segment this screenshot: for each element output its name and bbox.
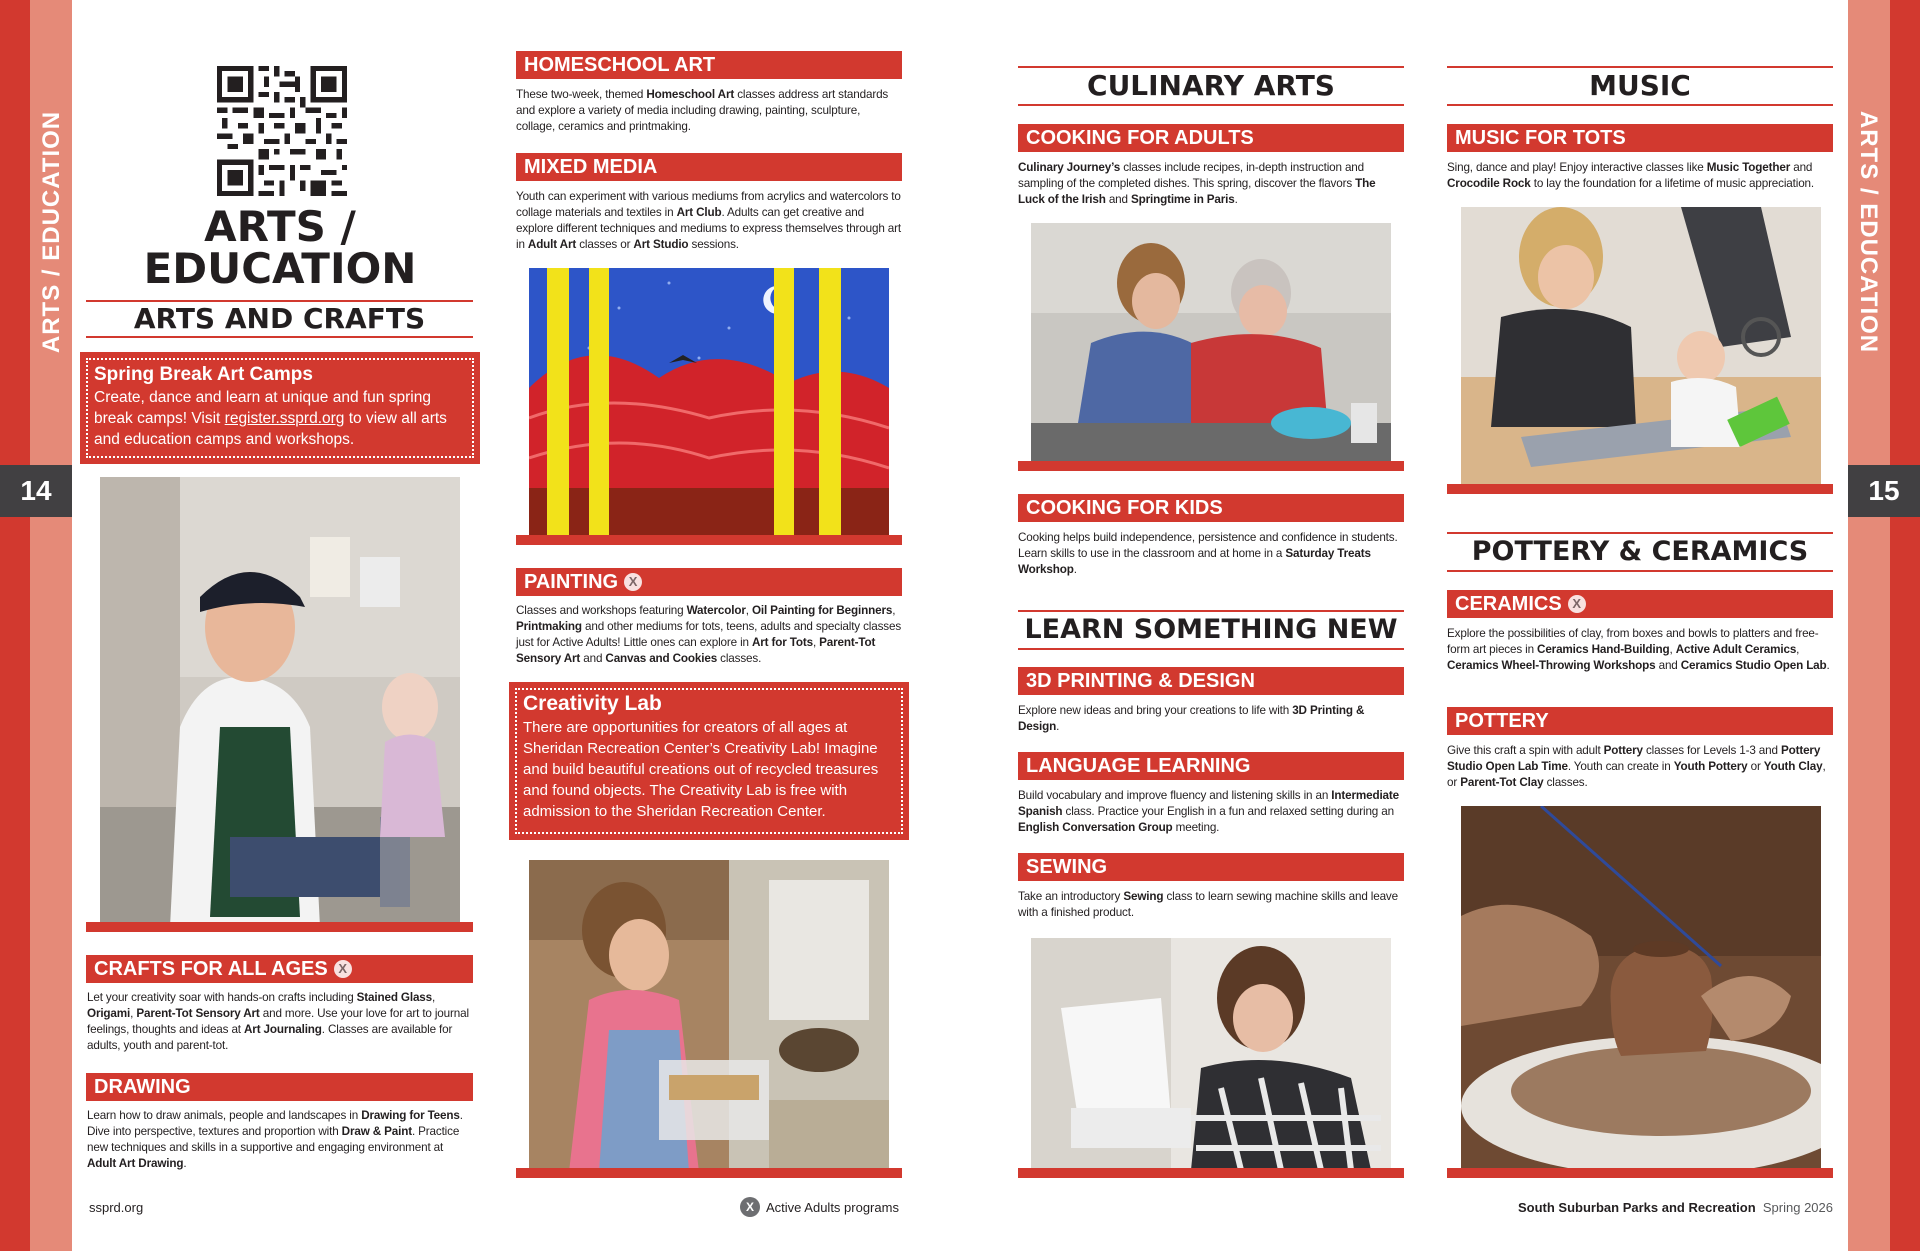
- text: . Practice new techniques and skills in a supportive and engaging environment at: [87, 1125, 460, 1154]
- ceramics-description: [1447, 626, 1833, 674]
- learn-something-new-heading: LEARN SOMETHING NEW: [1018, 610, 1404, 650]
- keyword: Sewing: [1123, 890, 1164, 903]
- keyword: Youth Pottery: [1673, 760, 1748, 773]
- text: These two-week, themed: [516, 88, 647, 101]
- keyword: The Luck of the Irish: [1018, 177, 1376, 206]
- keyword: Printmaking: [516, 620, 582, 633]
- keyword: Springtime in Paris: [1130, 193, 1235, 206]
- text: Give this craft a spin with adult: [1447, 744, 1604, 757]
- keyword: Music Together: [1706, 161, 1791, 174]
- ceramics-bar: [1447, 590, 1833, 618]
- page-number-left: 14: [0, 465, 72, 517]
- music-tots-label: MUSIC FOR TOTS: [1455, 127, 1626, 149]
- text: classes for Levels 1-3 and: [1642, 744, 1781, 757]
- photo-underline: [1018, 461, 1404, 471]
- 3d-printing-label: 3D PRINTING & DESIGN: [1026, 670, 1255, 692]
- sewing-label: SEWING: [1026, 856, 1108, 878]
- qr-code[interactable]: [217, 66, 347, 196]
- keyword: Oil Painting for Beginners: [751, 604, 893, 617]
- text: . Youth can create in: [1567, 760, 1674, 773]
- text: , or: [1447, 760, 1826, 789]
- text: classes.: [717, 652, 762, 665]
- photo-cooking-adults: [1031, 223, 1391, 466]
- text: .: [1234, 193, 1238, 206]
- keyword: Homeschool Art: [646, 88, 735, 101]
- text: class. Practice your English in a fun and relaxed setting during an: [1062, 805, 1394, 818]
- pottery-description: [1447, 743, 1833, 791]
- keyword: Art Studio: [633, 238, 689, 251]
- keyword: Art for Tots: [751, 636, 813, 649]
- cooking-kids-description: [1018, 530, 1404, 578]
- text: and more. Use your love for art to journal feelings, thoughts and ideas at: [87, 1007, 469, 1036]
- text: Classes and workshops featuring: [516, 604, 687, 617]
- page-title-line1: ARTS /: [204, 202, 356, 251]
- text: classes or: [576, 238, 634, 251]
- text: Take an introductory: [1018, 890, 1124, 903]
- text: .: [183, 1157, 187, 1170]
- footer-legend: [740, 1197, 899, 1217]
- photo-music-tots: [1461, 207, 1821, 485]
- creativity-lab-title: Creativity Lab: [523, 692, 662, 715]
- text: and: [1655, 659, 1681, 672]
- cooking-for-kids-bar: [1018, 494, 1404, 522]
- footer-website[interactable]: ssprd.org: [89, 1200, 144, 1215]
- text: . Dive into perspective, textures and proportion with: [87, 1109, 463, 1138]
- crafts-description: [87, 990, 472, 1054]
- keyword: Active Adult Ceramics: [1675, 643, 1797, 656]
- photo-underline: [516, 1168, 902, 1178]
- keyword: Stained Glass: [356, 991, 432, 1004]
- keyword: Crocodile Rock: [1447, 177, 1531, 190]
- photo-underline: [1447, 484, 1833, 494]
- cooking-kids-label: COOKING FOR KIDS: [1026, 497, 1223, 519]
- text: Explore the possibilities of clay, from boxes and bowls to platters and free-form art pieces in: [1447, 627, 1819, 656]
- keyword: Ceramics Hand-Building: [1537, 643, 1670, 656]
- photo-underline: [1447, 1168, 1833, 1178]
- text: . Classes are available for adults, youth and parent-tot.: [87, 1023, 453, 1052]
- page-title-line2: EDUCATION: [143, 244, 417, 293]
- text: Let your creativity soar with hands-on crafts including: [87, 991, 357, 1004]
- text: classes.: [1543, 776, 1588, 789]
- language-description: [1018, 788, 1404, 836]
- footer-season: Spring 2026: [1762, 1200, 1834, 1215]
- text: classes address art standards and explore a variety of media including drawing, painting, sculpture, collage, ceramics and printmaking.: [516, 88, 889, 133]
- text: to lay the foundation for a lifetime of music appreciation.: [1530, 177, 1814, 190]
- mixed-media-bar: [516, 153, 902, 181]
- text: Build vocabulary and improve fluency and listening skills in an: [1018, 789, 1332, 802]
- keyword: 3D Printing & Design: [1018, 704, 1365, 733]
- music-tots-description: [1447, 160, 1833, 192]
- keyword: Art Journaling: [244, 1023, 322, 1036]
- active-adults-icon: X: [624, 573, 642, 591]
- photo-underline: [1018, 1168, 1404, 1178]
- text: ,: [892, 604, 896, 617]
- text: Youth can experiment with various mediums from acrylics and watercolors to collage materials and textiles in: [516, 190, 901, 219]
- left-side-label: ARTS / EDUCATION: [38, 110, 65, 354]
- photo-underline: [86, 922, 473, 932]
- footer-legend-text: Active Adults programs: [766, 1199, 899, 1215]
- keyword: Art Club: [676, 206, 722, 219]
- text: class to learn sewing machine skills and leave with a finished product.: [1018, 890, 1398, 919]
- ceramics-label: CERAMICS: [1455, 593, 1562, 615]
- promo-text: [94, 387, 466, 450]
- text: ,: [1669, 643, 1676, 656]
- photo-pottery-wheel: [1461, 806, 1821, 1170]
- keyword: Intermediate Spanish: [1018, 789, 1399, 818]
- text: .: [1056, 720, 1060, 733]
- keyword: Adult Art: [527, 238, 577, 251]
- music-for-tots-bar: [1447, 124, 1833, 152]
- text: and: [580, 652, 606, 665]
- keyword: Pottery: [1603, 744, 1643, 757]
- keyword: Parent-Tot Clay: [1460, 776, 1544, 789]
- drawing-bar: [86, 1073, 473, 1101]
- active-adults-icon: X: [334, 960, 352, 978]
- drawing-description: [87, 1108, 472, 1172]
- painting-description: [516, 603, 902, 667]
- promo-text-part: Create, dance and learn at unique and fun spring break camps! Visit: [94, 389, 431, 427]
- keyword: Adult Art Drawing: [87, 1157, 184, 1170]
- text: ,: [745, 604, 752, 617]
- text: .: [1073, 563, 1077, 576]
- painting-bar: [516, 568, 902, 596]
- keyword: Draw & Paint: [341, 1125, 412, 1138]
- text: classes include recipes, in-depth instruction and sampling of the completed dishes. This spring, discover the flavors: [1018, 161, 1365, 190]
- photo-underline: [516, 535, 902, 545]
- keyword: Youth Clay: [1763, 760, 1823, 773]
- creativity-lab-text: There are opportunities for creators of all ages at Sheridan Recreation Center’s Creativity Lab! Imagine and build beautiful creations out of recycled treasures and found objects. The Creativity Lab is free with admission to the Sheridan Recreation Center.: [523, 719, 879, 820]
- cooking-adults-description: [1018, 160, 1404, 208]
- text: or: [1747, 760, 1764, 773]
- text: sessions.: [688, 238, 739, 251]
- register-link[interactable]: register.ssprd.org: [224, 410, 345, 427]
- music-heading: MUSIC: [1447, 66, 1833, 106]
- culinary-arts-heading: CULINARY ARTS: [1018, 66, 1404, 106]
- photo-boy-painting: [100, 477, 460, 927]
- text: Sing, dance and play! Enjoy interactive classes like: [1447, 161, 1707, 174]
- text: .: [1826, 659, 1830, 672]
- right-side-label: ARTS / EDUCATION: [1855, 110, 1882, 354]
- text: Cooking helps build independence, persistence and confidence in students. Learn skills to use in the classroom and at home in a: [1018, 531, 1398, 560]
- keyword: Drawing for Teens: [361, 1109, 460, 1122]
- painting-label: PAINTING: [524, 571, 619, 593]
- language-label: LANGUAGE LEARNING: [1026, 755, 1251, 777]
- keyword: Origami: [87, 1007, 131, 1020]
- keyword: Culinary Journey’s: [1018, 161, 1121, 174]
- pottery-bar: [1447, 707, 1833, 735]
- keyword: Ceramics Wheel-Throwing Workshops: [1447, 659, 1656, 672]
- active-adults-legend-icon: X: [740, 1197, 760, 1217]
- text: Learn how to draw animals, people and landscapes in: [87, 1109, 362, 1122]
- sewing-description: [1018, 889, 1404, 921]
- footer-publication: [1518, 1200, 1833, 1215]
- photo-girl-crafting: [529, 860, 889, 1172]
- creativity-lab-promo: [509, 682, 909, 840]
- footer-org: South Suburban Parks and Recreation: [1518, 1200, 1756, 1215]
- text: meeting.: [1172, 821, 1220, 834]
- keyword: Saturday Treats Workshop: [1018, 547, 1371, 576]
- language-learning-bar: [1018, 752, 1404, 780]
- crafts-for-all-ages-bar: [86, 955, 473, 983]
- 3d-printing-description: [1018, 703, 1404, 735]
- drawing-label: DRAWING: [94, 1076, 191, 1098]
- active-adults-icon: X: [1568, 595, 1586, 613]
- keyword: Ceramics Studio Open Lab: [1680, 659, 1827, 672]
- text: and: [1790, 161, 1813, 174]
- page-title: [88, 202, 472, 293]
- text: ,: [130, 1007, 137, 1020]
- keyword: English Conversation Group: [1018, 821, 1173, 834]
- mixed-media-label: MIXED MEDIA: [524, 156, 658, 178]
- crafts-label: CRAFTS FOR ALL AGES: [94, 958, 328, 980]
- promo-title: Spring Break Art Camps: [94, 364, 313, 385]
- keyword: Canvas and Cookies: [605, 652, 718, 665]
- text: ,: [812, 636, 820, 649]
- text: ,: [432, 991, 436, 1004]
- photo-sewing: [1031, 938, 1391, 1170]
- 3d-printing-bar: [1018, 667, 1404, 695]
- mixed-media-description: [516, 189, 902, 253]
- homeschool-description: [516, 87, 902, 135]
- promo-text-part: to view all arts and education camps and workshops.: [94, 410, 447, 448]
- pottery-ceramics-heading: POTTERY & CERAMICS: [1447, 532, 1833, 572]
- homeschool-label: HOMESCHOOL ART: [524, 54, 716, 76]
- sewing-bar: [1018, 853, 1404, 881]
- photo-student-artwork: [529, 268, 889, 538]
- text: Explore new ideas and bring your creations to life with: [1018, 704, 1293, 717]
- homeschool-art-bar: [516, 51, 902, 79]
- text: and: [1105, 193, 1131, 206]
- keyword: Parent-Tot Sensory Art: [136, 1007, 260, 1020]
- keyword: Parent-Tot Sensory Art: [516, 636, 876, 665]
- text: ,: [1796, 643, 1800, 656]
- text: . Adults can get creative and explore different techniques and mediums to express themselves through art in: [516, 206, 901, 251]
- cooking-adults-label: COOKING FOR ADULTS: [1026, 127, 1254, 149]
- spring-break-promo: [80, 352, 480, 464]
- cooking-for-adults-bar: [1018, 124, 1404, 152]
- page-number-right: 15: [1848, 465, 1920, 517]
- pottery-label: POTTERY: [1455, 710, 1549, 732]
- keyword: Watercolor: [686, 604, 746, 617]
- text: and other mediums for tots, teens, adults and specialty classes just for Active Adults! Little ones can explore in: [516, 620, 902, 649]
- arts-crafts-heading: ARTS AND CRAFTS: [86, 300, 473, 338]
- keyword: Pottery Studio Open Lab Time: [1447, 744, 1821, 773]
